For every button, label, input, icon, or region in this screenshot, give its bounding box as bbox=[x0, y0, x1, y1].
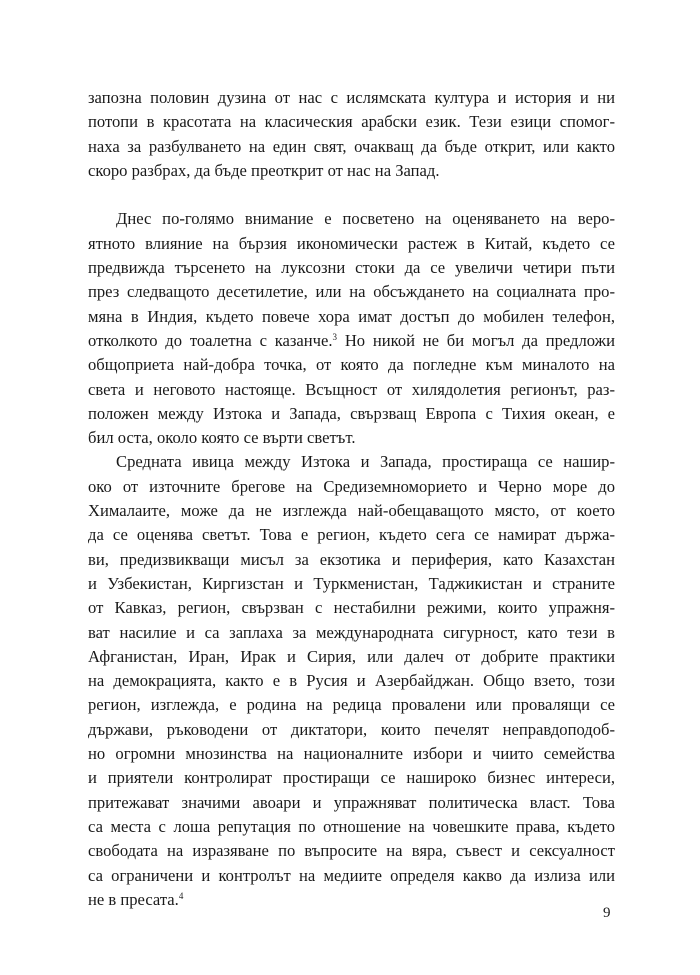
text-line: от Кавказ, регион, свързван с нестабилни режими, които упражня- bbox=[88, 598, 615, 618]
paragraph-2 bbox=[88, 207, 615, 450]
text-segment: Но никой не би могъл да предложи bbox=[337, 330, 615, 350]
text-line: Афганистан, Иран, Ирак и Сирия, или далеч от добрите практики bbox=[88, 646, 615, 666]
footnote-ref-3[interactable]: 3 bbox=[332, 331, 338, 342]
text-line: запозна половин дузина от нас с ислямската култура и история и ни bbox=[88, 88, 615, 107]
body-text bbox=[88, 86, 615, 912]
text-line: Средната ивица между Изтока и Запада, простираща се нашир- bbox=[116, 452, 615, 472]
page-number: 9 bbox=[603, 905, 611, 921]
paragraph-3 bbox=[88, 450, 615, 912]
text-segment: отколкото до тоалетна с казанче. bbox=[88, 330, 333, 350]
text-line: предвижда търсенето на луксозни стоки да се увеличи четири пъти bbox=[88, 258, 615, 278]
text-line: свободата на изразяване по въпросите на вяра, съвест и сексуалност bbox=[88, 841, 615, 861]
paragraph-1 bbox=[88, 86, 615, 183]
paragraph-spacer bbox=[88, 183, 615, 207]
text-line: бил оста, около която се върти светът. bbox=[88, 428, 356, 448]
text-line: света и неговото настояще. Всъщност от хилядолетия регионът, раз- bbox=[88, 379, 615, 399]
text-line: Днес по-голямо внимание е посветено на оценяването на веро- bbox=[116, 209, 615, 229]
text-line: потопи в красотата на класическия арабски език. Тези езици спомог- bbox=[88, 112, 615, 132]
text-line: общоприета най-добра точка, от която да погледне към миналото на bbox=[88, 355, 615, 375]
text-line: мяна в Индия, където повече хора имат достъп до мобилен телефон, bbox=[88, 306, 615, 326]
text-line: но огромни мнозинства на националните избори и чиито семейства bbox=[88, 744, 615, 764]
text-segment: не в пресата. bbox=[88, 889, 179, 909]
text-line: са ограничени и контролът на медиите определя какво да излиза или bbox=[88, 865, 615, 885]
text-line: положен между Изтока и Запада, свързващ Европа с Тихия океан, е bbox=[88, 403, 615, 423]
text-line: ятното влияние на бързия икономически растеж в Китай, където се bbox=[88, 233, 615, 253]
footnote-ref-4[interactable]: 4 bbox=[178, 890, 184, 901]
text-line: на демокрацията, както е в Русия и Азербайджан. Общо взето, този bbox=[88, 671, 615, 691]
text-line: са места с лоша репутация по отношение на човешките права, където bbox=[88, 816, 615, 836]
text-line: регион, изглежда, е родина на редица провалени или провалящи се bbox=[88, 695, 615, 715]
text-line bbox=[88, 888, 615, 912]
text-line: през следващото десетилетие, или на обсъждането на социалната про- bbox=[88, 282, 615, 302]
text-line: ват насилие и са заплаха за международната сигурност, като тези в bbox=[88, 622, 615, 642]
text-line: и Узбекистан, Киргизстан и Туркменистан, Таджикистан и страните bbox=[88, 573, 615, 593]
text-line bbox=[88, 329, 615, 353]
text-line: око от източните брегове на Средиземноморието и Черно море до bbox=[88, 476, 615, 496]
text-line: наха за разбулването на един свят, очакващ да бъде открит, или както bbox=[88, 136, 615, 156]
text-line: ви, предизвикващи мисъл за екзотика и периферия, като Казахстан bbox=[88, 549, 615, 569]
text-line: и приятели контролират простиращи се нашироко бизнес интереси, bbox=[88, 768, 615, 788]
text-line: скоро разбрах, да бъде преоткрит от нас на Запад. bbox=[88, 160, 440, 180]
text-line: притежават значими авоари и упражняват политическа власт. Това bbox=[88, 792, 615, 812]
text-line: Хималаите, може да не изглежда най-обещаващото място, от което bbox=[88, 501, 615, 521]
text-line: държави, ръководени от диктатори, които печелят неправдоподоб- bbox=[88, 719, 615, 739]
text-line: да се оценява светът. Това е регион, където сега се намират държа- bbox=[88, 525, 615, 545]
